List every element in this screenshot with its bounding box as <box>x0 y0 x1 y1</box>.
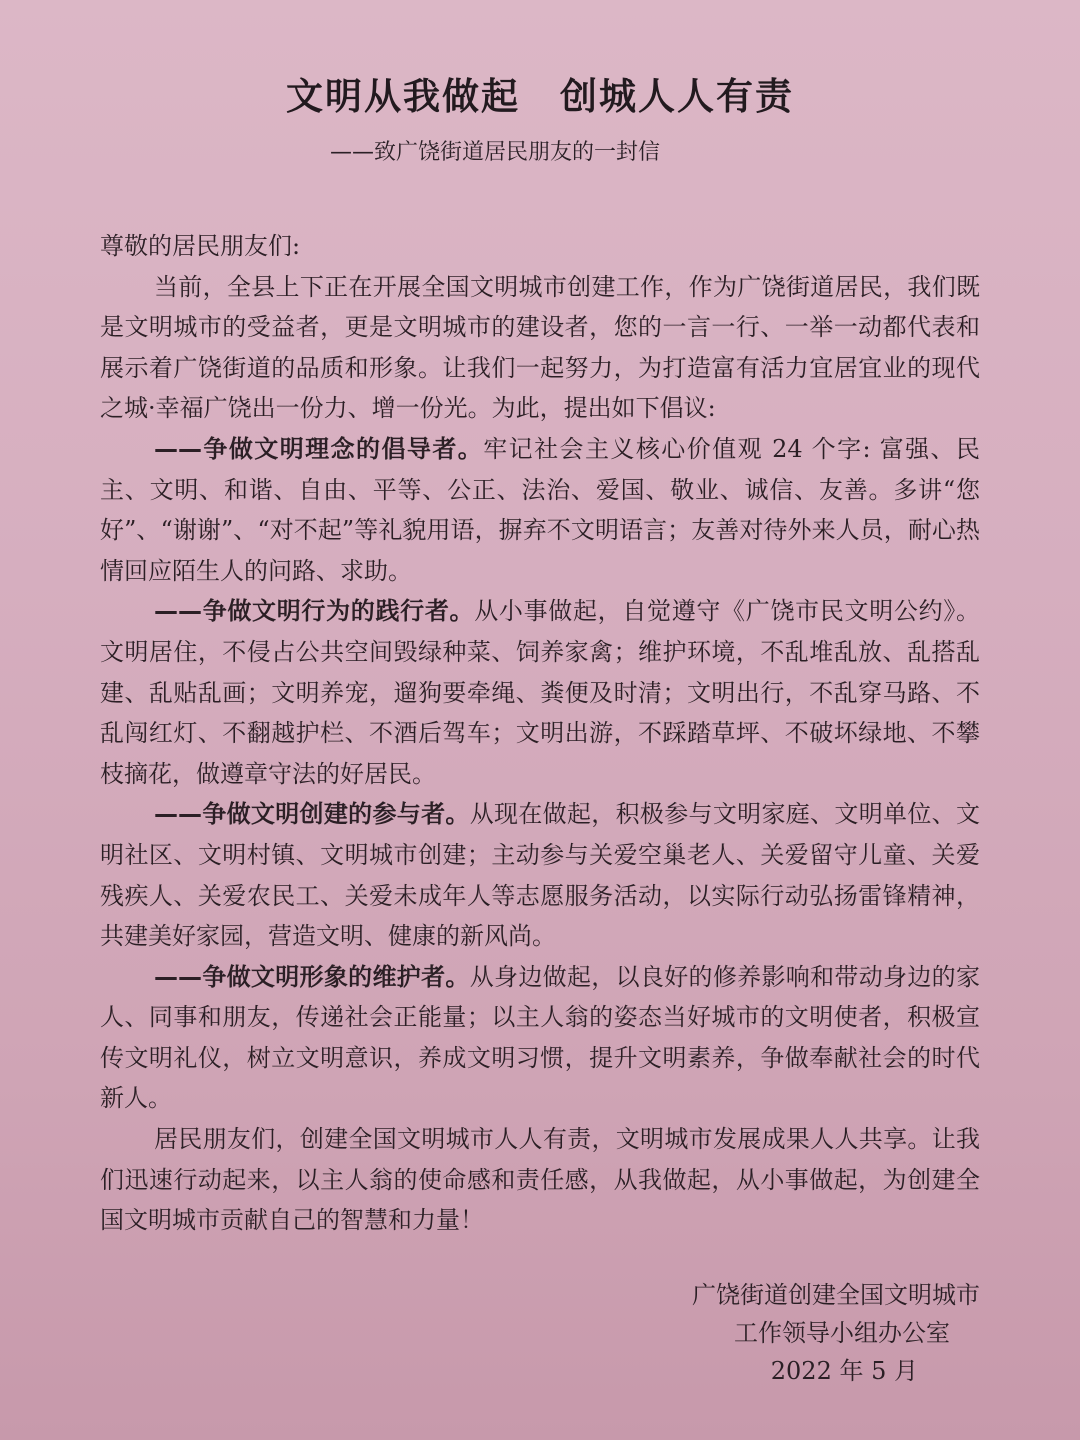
initiative-text: 牢记社会主义核心价值观 24 个字: 富强、民主、文明、和谐、自由、平等、公正、法治、爱国、敬业、诚信、友善。多讲“您好”、“谢谢”、“对不起”等礼貌用语，摒弃不文明语言；友善对待外来人员，耐心热情回应陌生人的问路、求助。 <box>100 434 980 585</box>
initiative-heading: ——争做文明行为的践行者。 <box>154 597 475 626</box>
letter-title <box>0 66 1080 120</box>
title-left: 文明从我做起 <box>286 75 520 118</box>
initiative-heading: ——争做文明理念的倡导者。 <box>154 434 484 463</box>
initiative-paragraph <box>100 794 980 956</box>
initiative-text: 从小事做起，自觉遵守《广饶市民文明公约》。文明居住，不侵占公共空间毁绿种菜、饲养家禽；维护环境，不乱堆乱放、乱搭乱建、乱贴乱画；文明养宠，遛狗要牵绳、粪便及时清；文明出行，不乱穿马路、不乱闯红灯、不翻越护栏、不酒后驾车；文明出游，不踩踏草坪、不破坏绿地、不攀枝摘花，做遵章守法的好居民。 <box>100 597 980 788</box>
signature-block <box>692 1276 980 1390</box>
signature-org-line2: 工作领导小组办公室 <box>734 1319 950 1347</box>
signature-date: 2022 年 5 月 <box>770 1357 918 1385</box>
letter-subtitle: ——致广饶街道居民朋友的一封信 <box>330 140 661 165</box>
initiative-text: 从身边做起，以良好的修养影响和带动身边的家人、同事和朋友，传递社会正能量；以主人翁的姿态当好城市的文明使者，积极宣传文明礼仪，树立文明意识，养成文明习惯，提升文明素养，争做奉献社会的时代新人。 <box>100 962 980 1113</box>
title-right: 创城人人有责 <box>560 75 794 118</box>
initiative-paragraph <box>100 429 980 591</box>
initiative-heading: ——争做文明创建的参与者。 <box>154 800 470 829</box>
salutation: 尊敬的居民朋友们: <box>100 232 301 260</box>
intro-paragraph: 当前，全县上下正在开展全国文明城市创建工作，作为广饶街道居民，我们既是文明城市的受益者，更是文明城市的建设者，您的一言一行、一举一动都代表和展示着广饶街道的品质和形象。让我们一起努力，为打造富有活力宜居宜业的现代之城·幸福广饶出一份力、增一份光。为此，提出如下倡议: <box>100 272 980 423</box>
initiative-paragraph <box>100 591 980 794</box>
initiative-text: 从现在做起，积极参与文明家庭、文明单位、文明社区、文明村镇、文明城市创建；主动参与关爱空巢老人、关爱留守儿童、关爱残疾人、关爱农民工、关爱未成年人等志愿服务活动，以实际行动弘扬雷锋精神，共建美好家园，营造文明、健康的新风尚。 <box>100 800 980 951</box>
initiative-heading: ——争做文明形象的维护者。 <box>154 962 470 991</box>
initiative-paragraph <box>100 957 980 1119</box>
letter-body <box>100 226 980 1241</box>
signature-org-line1: 广饶街道创建全国文明城市 <box>692 1281 980 1309</box>
closing-paragraph: 居民朋友们，创建全国文明城市人人有责，文明城市发展成果人人共享。让我们迅速行动起来，以主人翁的使命感和责任感，从我做起，从小事做起，为创建全国文明城市贡献自己的智慧和力量！ <box>100 1125 980 1235</box>
